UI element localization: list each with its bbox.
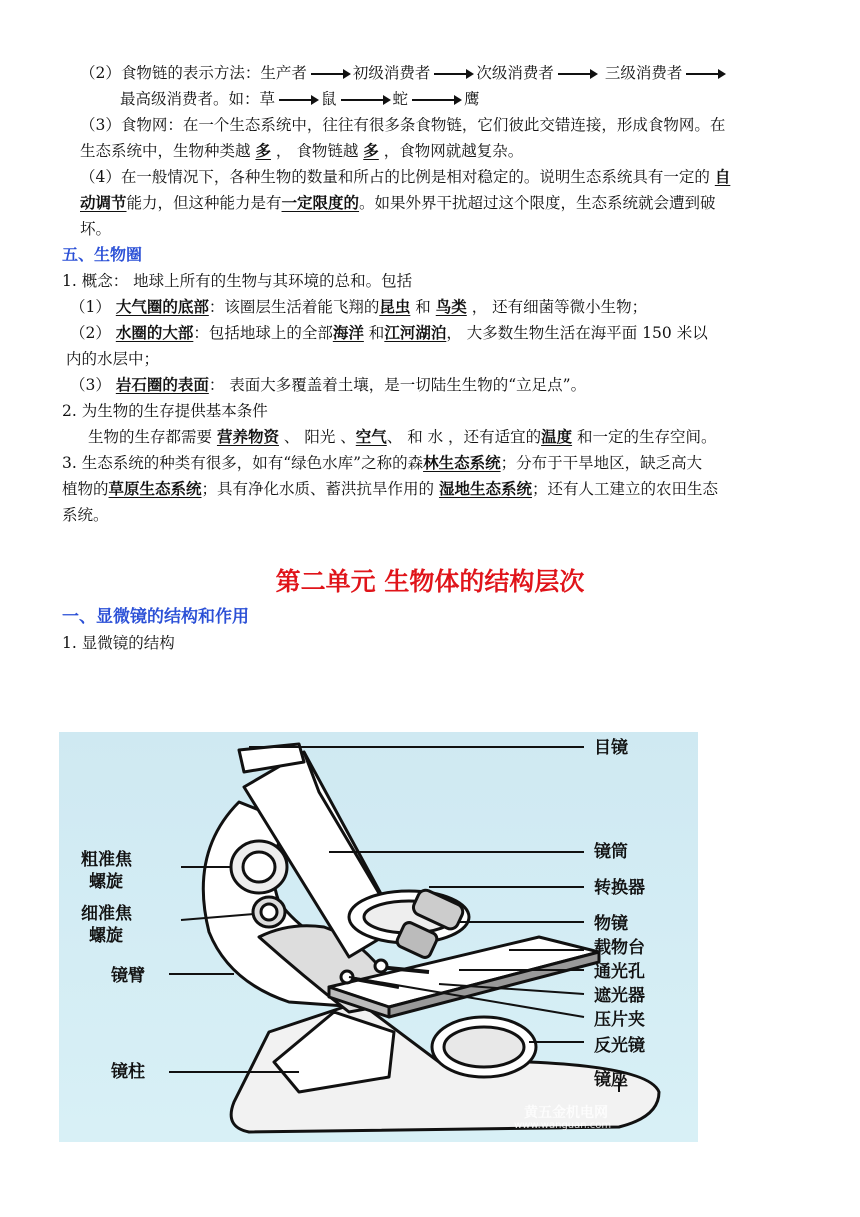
text: 鼠 xyxy=(321,90,337,108)
biosphere-item-3 xyxy=(70,374,586,396)
stability-line-2 xyxy=(80,192,716,214)
underlined-answer: 大气圈的底部 xyxy=(115,297,209,316)
label-mirror: 反光镜 xyxy=(594,1036,645,1056)
text: 和 xyxy=(415,298,431,316)
underlined-answer: 水圈的大部 xyxy=(115,323,194,342)
arrow-icon xyxy=(558,73,596,75)
underlined-answer: 海洋 xyxy=(332,323,364,342)
arrow-icon xyxy=(311,73,349,75)
label-fine-adjustment-2: 螺旋 xyxy=(89,926,123,946)
biosphere-item-2-cont: 内的水层中； xyxy=(66,350,160,368)
text: （3） xyxy=(70,376,111,394)
label-coarse-adjustment: 粗准焦 xyxy=(81,850,132,870)
underlined-answer: 自 xyxy=(714,167,731,186)
text: ：该圈层生活着能飞翔的 xyxy=(208,298,380,316)
label-clip: 压片夹 xyxy=(594,1010,645,1030)
text: ，食物网就越复杂。 xyxy=(383,142,524,160)
text: ， 还有细菌等微小生物； xyxy=(471,298,648,316)
food-chain-line-1 xyxy=(80,62,728,84)
text: ；具有净化水质、蓄洪抗旱作用的 xyxy=(201,480,435,498)
underlined-answer: 湿地生态系统 xyxy=(438,479,532,498)
underlined-answer: 草原生态系统 xyxy=(108,479,202,498)
microscope-structure-label: 1. 显微镜的结构 xyxy=(62,634,175,652)
text: 、 和 水 ，还有适宜的 xyxy=(386,428,542,446)
text: ：包括地球上的全部 xyxy=(193,324,333,342)
biosphere-item-1 xyxy=(70,296,647,318)
section-heading-biosphere: 五、生物圈 xyxy=(62,245,143,264)
text: ；还有人工建立的农田生态 xyxy=(532,480,719,498)
label-diaphragm: 遮光器 xyxy=(594,986,645,1006)
label-fine-adjustment: 细准焦 xyxy=(81,904,132,924)
text: 初级消费者 xyxy=(352,64,431,82)
unit-title: 第二单元 生物体的结构层次 xyxy=(275,567,585,596)
label-aperture: 通光孔 xyxy=(594,962,645,982)
label-arm: 镜臂 xyxy=(111,966,145,986)
underlined-answer: 空气 xyxy=(355,427,387,446)
text: 和 xyxy=(368,324,385,342)
food-web-line-1: （3）食物网：在一个生态系统中，往往有很多条食物链，它们彼此交错连接，形成食物网。在 xyxy=(80,116,726,134)
watermark-url: www.wanguan.com xyxy=(514,1120,612,1131)
label-nosepiece: 转换器 xyxy=(594,878,645,898)
biosphere-item-2 xyxy=(70,322,708,344)
underlined-answer: 岩石圈的表面 xyxy=(115,375,209,394)
text: 最高级消费者。如：草 xyxy=(120,90,276,108)
stability-line-3: 坏。 xyxy=(80,220,112,238)
food-web-line-2 xyxy=(80,140,523,162)
text: 蛇 xyxy=(392,90,409,108)
label-base: 镜座 xyxy=(594,1070,628,1090)
text: （4）在一般情况下，各种生物的数量和所占的比例是相对稳定的。说明生态系统具有一定的 xyxy=(80,168,710,186)
arrow-icon xyxy=(341,99,389,101)
conditions-heading: 2. 为生物的生存提供基本条件 xyxy=(62,402,268,420)
text: （2）食物链的表示方法：生产者 xyxy=(80,64,307,82)
underlined-answer: 动调节 xyxy=(80,193,127,212)
underlined-answer: 温度 xyxy=(541,427,573,446)
underlined-answer: 营养物资 xyxy=(216,427,279,446)
text: 生态系统中，生物种类越 xyxy=(80,142,251,160)
food-chain-line-2 xyxy=(120,88,480,110)
text: 。如果外界干扰超过这个限度，生态系统就会遭到破 xyxy=(359,194,716,212)
label-coarse-adjustment-2: 螺旋 xyxy=(89,872,123,892)
text: 生物的生存都需要 xyxy=(88,428,213,446)
underlined-answer: 多 xyxy=(255,141,271,160)
ecosystem-line-1 xyxy=(62,452,702,474)
text: （2） xyxy=(70,324,111,342)
concept-line: 1. 概念： 地球上所有的生物与其环境的总和。包括 xyxy=(62,272,413,290)
text: ， 食物链越 xyxy=(275,142,359,160)
section-heading-microscope: 一、显微镜的结构和作用 xyxy=(62,607,249,627)
text: （1） xyxy=(70,298,111,316)
underlined-answer: 林生态系统 xyxy=(423,453,501,472)
underlined-answer: 昆虫 xyxy=(379,297,411,316)
ecosystem-line-3: 系统。 xyxy=(62,506,109,524)
conditions-line xyxy=(88,426,717,448)
text: 次级消费者 xyxy=(476,64,554,82)
text: 3. 生态系统的种类有很多，如有“绿色水库”之称的森 xyxy=(62,454,424,472)
microscope-diagram xyxy=(59,732,698,1142)
label-objective: 物镜 xyxy=(594,914,628,934)
text: 和一定的生存空间。 xyxy=(577,428,717,446)
text: ， 大多数生物生活在海平面 150 米以 xyxy=(446,324,708,342)
arrow-icon xyxy=(279,99,317,101)
text: 、 阳光 、 xyxy=(283,428,356,446)
underlined-answer: 一定限度的 xyxy=(281,193,360,212)
arrow-icon xyxy=(412,99,460,101)
text: 植物的 xyxy=(62,480,109,498)
stability-line-1 xyxy=(80,166,730,188)
text: 三级消费者 xyxy=(604,64,683,82)
text: 鹰 xyxy=(464,90,480,108)
text: ；分布于干旱地区，缺乏高大 xyxy=(500,454,703,472)
arrow-icon xyxy=(686,73,724,75)
label-stage: 载物台 xyxy=(594,938,645,958)
underlined-answer: 多 xyxy=(363,141,379,160)
text: ： 表面大多覆盖着土壤，是一切陆生生物的“立足点”。 xyxy=(208,376,587,394)
label-tube: 镜筒 xyxy=(594,842,628,862)
arrow-icon xyxy=(434,73,472,75)
underlined-answer: 江河湖泊 xyxy=(384,323,447,342)
ecosystem-line-2 xyxy=(62,478,718,500)
watermark-logo: 黄五金机电网 xyxy=(524,1105,608,1121)
text: 能力，但这种能力是有 xyxy=(126,194,282,212)
label-pillar: 镜柱 xyxy=(111,1062,145,1082)
label-eyepiece: 目镜 xyxy=(594,738,628,758)
underlined-answer: 鸟类 xyxy=(435,297,467,316)
